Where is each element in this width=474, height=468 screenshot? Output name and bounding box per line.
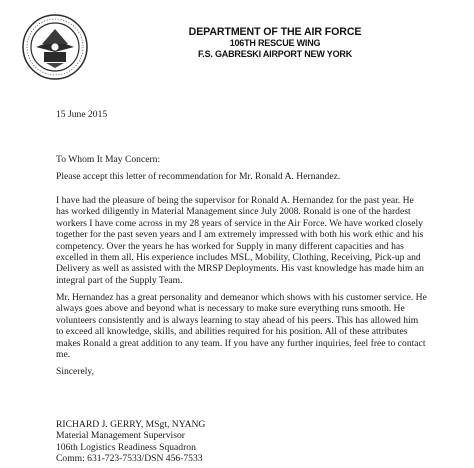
letter-closing: Sincerely, [56, 366, 95, 377]
paragraph-line: together for the past seven years and I am extremely impressed with both his work ethic and his [56, 229, 424, 241]
signature-unit: 106th Logistics Readiness Squadron [56, 441, 196, 453]
letter-paragraph-1 [56, 195, 426, 286]
letter-salutation: To Whom It May Concern: [56, 154, 161, 165]
paragraph-line: Delivery as well as assisted with the MRSP Deployments. His vast knowledge has made him an [56, 263, 424, 275]
paragraph-line: Mr. Hernandez has a great personality and demeanor which shows with his customer service. He [56, 292, 427, 303]
air-force-seal-icon [22, 14, 88, 80]
paragraph-line: competency. Over the years he has worked for Supply in many different capacities and has [56, 240, 404, 252]
letter-paragraph-2 [56, 292, 426, 360]
signature-block [56, 419, 426, 465]
paragraph-line: makes Ronald a great addition to any team. If you have any further inquiries, feel free to contact [56, 337, 426, 349]
paragraph-line: has worked diligently in Material Management since July 2008. Ronald is one of the hardest [56, 206, 411, 218]
paragraph-line: workers I have come across in my 28 years of service in the Air Force. We have worked closely [56, 217, 423, 229]
paragraph-line: I have had the pleasure of being the supervisor for Ronald A. Hernandez for the past year. He [56, 195, 414, 206]
letter-intro: Please accept this letter of recommendation for Mr. Ronald A. Hernandez. [56, 171, 341, 182]
signature-title: Material Management Supervisor [56, 430, 185, 442]
paragraph-line: excelled in them all. His experience includes MSL, Mobility, Clothing, Receiving, Pick-up and [56, 252, 421, 264]
letterhead [120, 26, 430, 59]
letterhead-department: DEPARTMENT OF THE AIR FORCE [188, 26, 362, 38]
letter-date: 15 June 2015 [56, 109, 108, 120]
paragraph-line: volunteers consistently and is always learning to stay ahead of his peers. This has allowed him [56, 314, 419, 326]
paragraph-line: to exceed all knowledge, skills, and abilities required for his position. All of these attributes [56, 326, 408, 338]
signature-name: RICHARD J. GERRY, MSgt, NYANG [56, 419, 206, 430]
paragraph-line: integral part of the Supply Team. [56, 274, 183, 286]
letterhead-unit: 106TH RESCUE WING [229, 38, 321, 48]
paragraph-line: always goes above and beyond what is necessary to make sure everything runs smooth. He [56, 303, 405, 315]
letterhead-location: F.S. GABRESKI AIRPORT NEW YORK [197, 48, 352, 59]
paragraph-line: me. [56, 349, 71, 361]
signature-phone: Comm: 631-723-7533/DSN 456-7533 [56, 453, 203, 465]
